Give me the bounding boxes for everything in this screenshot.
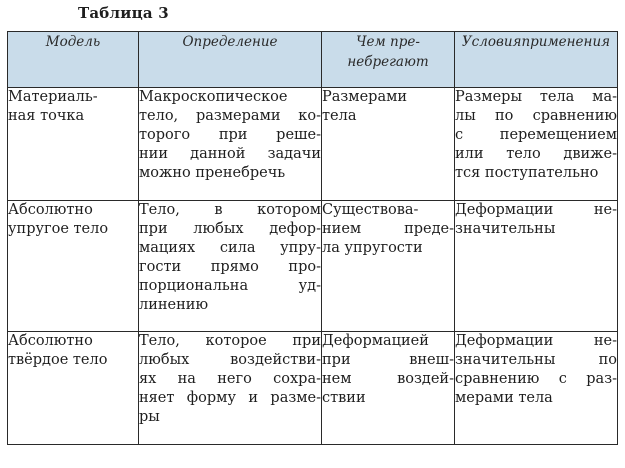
cell-line: Размеры тела ма-	[455, 89, 617, 105]
cell-neglected	[322, 88, 455, 201]
header-definition	[139, 32, 322, 88]
cell-line: Существова-	[322, 202, 419, 218]
cell-model	[8, 88, 139, 201]
cell-line: мациях сила упру-	[139, 240, 321, 256]
table-row	[8, 88, 618, 201]
cell-definition	[139, 88, 322, 201]
cell-line: нем воздей-	[322, 371, 454, 387]
header-line: Модель	[45, 34, 101, 50]
cell-definition	[139, 332, 322, 445]
cell-line: тся поступательно	[455, 165, 599, 181]
cell-line: тело, размерами ко-	[139, 108, 321, 124]
cell-line: порциональна уд-	[139, 278, 321, 294]
table-header-row	[8, 32, 618, 88]
cell-line: Деформации не-	[455, 333, 617, 349]
cell-line: с перемещением	[455, 127, 617, 143]
cell-line: Материаль-	[8, 89, 98, 105]
cell-line: сравнению с раз-	[455, 371, 617, 387]
cell-line: нии данной задачи	[139, 146, 321, 162]
header-line: Условия	[461, 34, 522, 50]
cell-model	[8, 332, 139, 445]
table-row	[8, 332, 618, 445]
cell-line: при внеш-	[322, 352, 454, 368]
cell-line: ствии	[322, 390, 366, 406]
cell-line: няет форму и разме-	[139, 390, 321, 406]
cell-conditions	[455, 88, 618, 201]
cell-conditions	[455, 332, 618, 445]
cell-line: ры	[139, 409, 160, 425]
header-conditions	[455, 32, 618, 88]
cell-conditions	[455, 201, 618, 332]
cell-line: можно пренебречь	[139, 165, 286, 181]
cell-line: Тело, которое при	[139, 333, 321, 349]
header-neglected	[322, 32, 455, 88]
cell-line: любых воздействи-	[139, 352, 321, 368]
physics-models-table	[7, 31, 618, 445]
cell-line: ная точка	[8, 108, 85, 124]
header-line: Чем пре-	[356, 34, 420, 50]
cell-line: ла упругости	[322, 240, 423, 256]
table-row	[8, 201, 618, 332]
cell-line: Размерами	[322, 89, 408, 105]
cell-line: значительны по	[455, 352, 617, 368]
table-title: Таблица 3	[78, 4, 169, 22]
header-line: применения	[521, 34, 611, 50]
cell-line: торого при реше-	[139, 127, 321, 143]
cell-line: Деформацией	[322, 333, 429, 349]
cell-line: мерами тела	[455, 390, 553, 406]
cell-line: при любых дефор-	[139, 221, 321, 237]
header-model	[8, 32, 139, 88]
header-line: небрегают	[347, 54, 429, 70]
cell-line: тела	[322, 108, 357, 124]
cell-line: твёрдое тело	[8, 352, 108, 368]
cell-line: нием преде-	[322, 221, 454, 237]
cell-line: Макроскопическое	[139, 89, 288, 105]
cell-line: лы по сравнению	[455, 108, 617, 124]
cell-model	[8, 201, 139, 332]
cell-neglected	[322, 201, 455, 332]
cell-line: Тело, в котором	[139, 202, 321, 218]
cell-line: Абсолютно	[8, 333, 93, 349]
cell-line: упругое тело	[8, 221, 109, 237]
header-line: Определение	[182, 34, 278, 50]
cell-line: значительны	[455, 221, 556, 237]
cell-line: ях на него сохра-	[139, 371, 321, 387]
cell-neglected	[322, 332, 455, 445]
cell-definition	[139, 201, 322, 332]
cell-line: линению	[139, 297, 209, 313]
cell-line: Деформации не-	[455, 202, 617, 218]
cell-line: Абсолютно	[8, 202, 93, 218]
cell-line: или тело движе-	[455, 146, 617, 162]
cell-line: гости прямо про-	[139, 259, 321, 275]
